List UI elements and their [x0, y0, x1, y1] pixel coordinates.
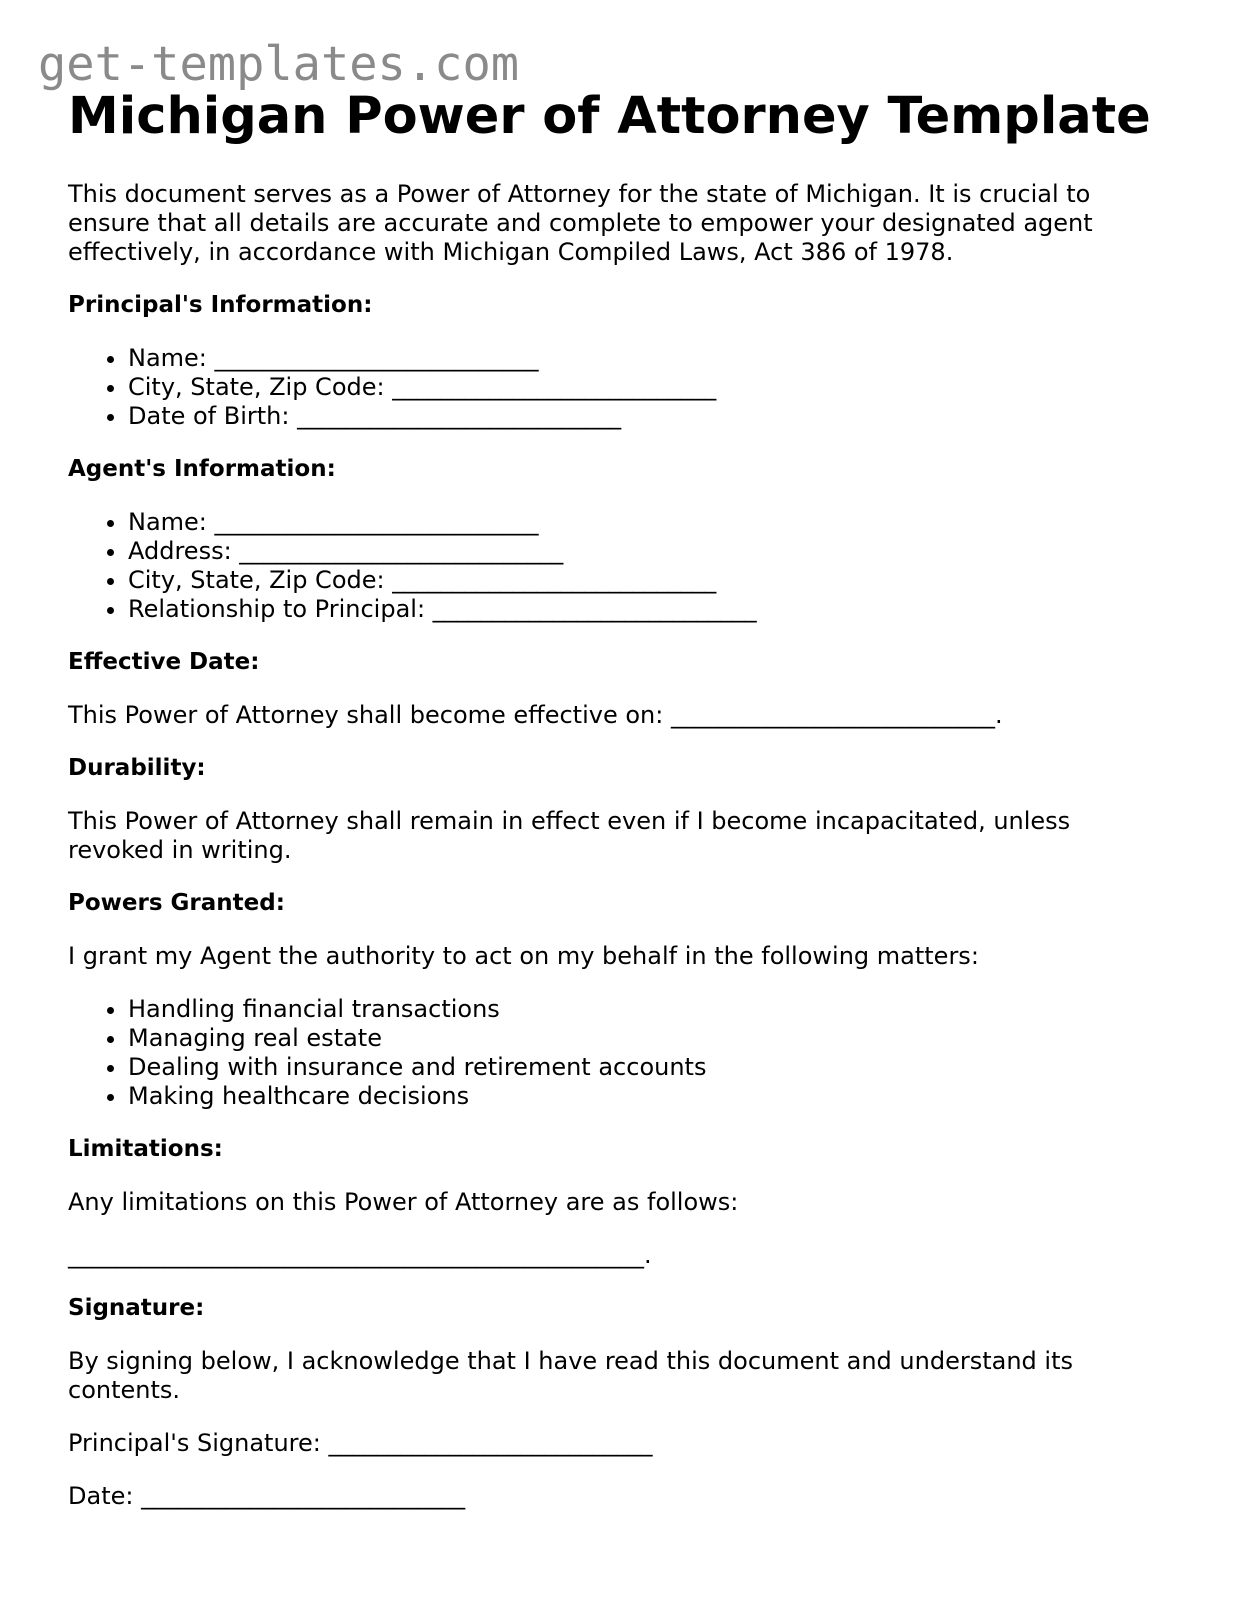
- limitations-line: ________________________________________________.: [68, 1241, 652, 1269]
- principal-heading: Principal's Information:: [68, 292, 373, 318]
- power-item: • Managing real estate: [128, 1024, 1188, 1053]
- powers-heading: Powers Granted:: [68, 890, 285, 916]
- power-item: • Handling financial transactions: [128, 995, 1188, 1024]
- signature-heading: Signature:: [68, 1295, 205, 1321]
- powers-list: [68, 995, 1188, 1111]
- agent-heading: Agent's Information:: [68, 456, 336, 482]
- effective-date-text: This Power of Attorney shall become effective on: ___________________________.: [68, 701, 1003, 729]
- power-item: • Dealing with insurance and retirement accounts: [128, 1053, 1188, 1082]
- watermark: get-templates.com: [38, 37, 520, 92]
- agent-relationship-field: • Relationship to Principal: ___________________________: [128, 595, 1188, 624]
- principal-city-state-zip-field: • City, State, Zip Code: ___________________________: [128, 373, 1188, 402]
- intro-paragraph: This document serves as a Power of Attorney for the state of Michigan. It is crucial to ensure that all details are accurate and complete to empower your designated agent effectively, in accordance with Michigan Compiled Laws, Act 386 of 1978.: [68, 180, 1093, 266]
- principal-name-field: • Name: ___________________________: [128, 344, 1188, 373]
- limitations-text: Any limitations on this Power of Attorney are as follows:: [68, 1188, 739, 1216]
- document-body: [68, 86, 1188, 1511]
- agent-name-field: • Name: ___________________________: [128, 508, 1188, 537]
- signature-date-line: Date: ___________________________: [68, 1482, 466, 1510]
- principal-signature-line: Principal's Signature: ___________________________: [68, 1429, 653, 1457]
- effective-date-heading: Effective Date:: [68, 649, 260, 675]
- powers-text: I grant my Agent the authority to act on my behalf in the following matters:: [68, 942, 979, 970]
- agent-address-field: • Address: ___________________________: [128, 537, 1188, 566]
- page-title: Michigan Power of Attorney Template: [68, 87, 1151, 146]
- signature-text: By signing below, I acknowledge that I have read this document and understand its contents.: [68, 1347, 1073, 1404]
- power-item: • Making healthcare decisions: [128, 1082, 1188, 1111]
- agent-fields-list: [68, 508, 1188, 624]
- agent-city-state-zip-field: • City, State, Zip Code: ___________________________: [128, 566, 1188, 595]
- principal-dob-field: • Date of Birth: ___________________________: [128, 402, 1188, 431]
- durability-heading: Durability:: [68, 755, 206, 781]
- limitations-heading: Limitations:: [68, 1136, 223, 1162]
- durability-text: This Power of Attorney shall remain in effect even if I become incapacitated, unless revoked in writing.: [68, 807, 1071, 864]
- principal-fields-list: [68, 344, 1188, 431]
